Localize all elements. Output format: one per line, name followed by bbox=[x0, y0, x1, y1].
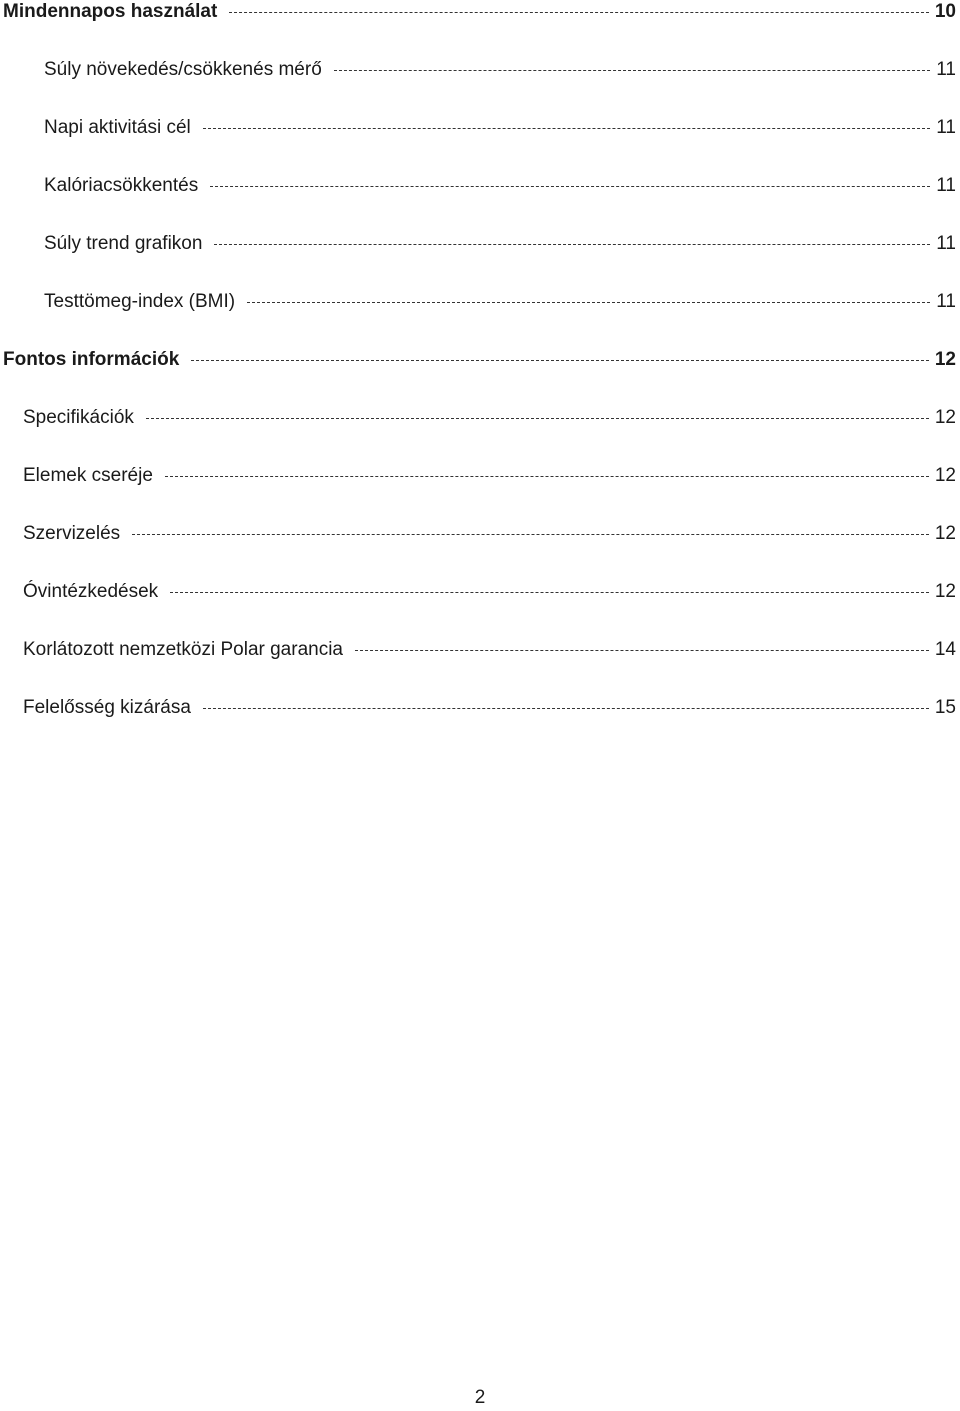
toc-entry-mindennapos-hasznalat[interactable] bbox=[3, 0, 956, 24]
toc-entry-page: 11 bbox=[936, 59, 956, 80]
toc-leader-dots bbox=[203, 708, 929, 709]
toc-entry-fontos-informaciok[interactable] bbox=[3, 348, 956, 372]
toc-entry-title: Felelősség kizárása bbox=[23, 697, 191, 718]
toc-entry-title: Fontos információk bbox=[3, 349, 180, 370]
toc-entry-page: 11 bbox=[936, 291, 956, 312]
toc-entry-title: Mindennapos használat bbox=[3, 1, 218, 22]
toc-leader-dots bbox=[334, 70, 931, 71]
toc-leader-dots bbox=[191, 360, 929, 361]
toc-entry-page: 12 bbox=[934, 523, 956, 544]
toc-entry-bmi[interactable] bbox=[44, 290, 956, 314]
toc-entry-title: Napi aktivitási cél bbox=[44, 117, 191, 138]
toc-leader-dots bbox=[170, 592, 929, 593]
toc-entry-suly-novekedes[interactable] bbox=[44, 58, 956, 82]
toc-entry-napi-aktivitasi-cel[interactable] bbox=[44, 116, 956, 140]
toc-leader-dots bbox=[210, 186, 930, 187]
toc-entry-title: Specifikációk bbox=[23, 407, 134, 428]
toc-entry-title: Elemek cseréje bbox=[23, 465, 153, 486]
toc-entry-page: 11 bbox=[936, 117, 956, 138]
toc-entry-page: 14 bbox=[934, 639, 956, 660]
toc-entry-title: Kalóriacsökkentés bbox=[44, 175, 199, 196]
toc-entry-page: 12 bbox=[934, 581, 956, 602]
toc-entry-page: 12 bbox=[934, 407, 956, 428]
toc-leader-dots bbox=[214, 244, 930, 245]
toc-entry-kaloriacsokkentes[interactable] bbox=[44, 174, 956, 198]
toc-leader-dots bbox=[229, 12, 929, 13]
toc-entry-ovintezkedesek[interactable] bbox=[23, 580, 956, 604]
toc-leader-dots bbox=[203, 128, 930, 129]
toc-entry-title: Súly trend grafikon bbox=[44, 233, 203, 254]
toc-entry-szervizeles[interactable] bbox=[23, 522, 956, 546]
toc-leader-dots bbox=[146, 418, 929, 419]
toc-entry-specifikaciok[interactable] bbox=[23, 406, 956, 430]
toc-entry-page: 12 bbox=[934, 465, 956, 486]
toc-entry-title: Korlátozott nemzetközi Polar garancia bbox=[23, 639, 343, 660]
toc-entry-page: 10 bbox=[934, 1, 956, 22]
toc-entry-title: Testtömeg-index (BMI) bbox=[44, 291, 236, 312]
toc-entry-title: Óvintézkedések bbox=[23, 581, 159, 602]
toc-entry-title: Súly növekedés/csökkenés mérő bbox=[44, 59, 322, 80]
toc-entry-page: 12 bbox=[934, 349, 956, 370]
toc-entry-suly-trend-grafikon[interactable] bbox=[44, 232, 956, 256]
toc-leader-dots bbox=[132, 534, 929, 535]
toc-entry-elemek-csereje[interactable] bbox=[23, 464, 956, 488]
toc-leader-dots bbox=[165, 476, 929, 477]
toc-leader-dots bbox=[355, 650, 929, 651]
toc-entry-page: 11 bbox=[936, 233, 956, 254]
toc-entry-page: 15 bbox=[934, 697, 956, 718]
toc-entry-title: Szervizelés bbox=[23, 523, 121, 544]
toc-entry-polar-garancia[interactable] bbox=[23, 638, 956, 662]
toc-entry-page: 11 bbox=[936, 175, 956, 196]
toc-entry-felelosseg-kizarasa[interactable] bbox=[23, 696, 956, 720]
page-number: 2 bbox=[474, 1387, 486, 1408]
toc-leader-dots bbox=[247, 302, 930, 303]
